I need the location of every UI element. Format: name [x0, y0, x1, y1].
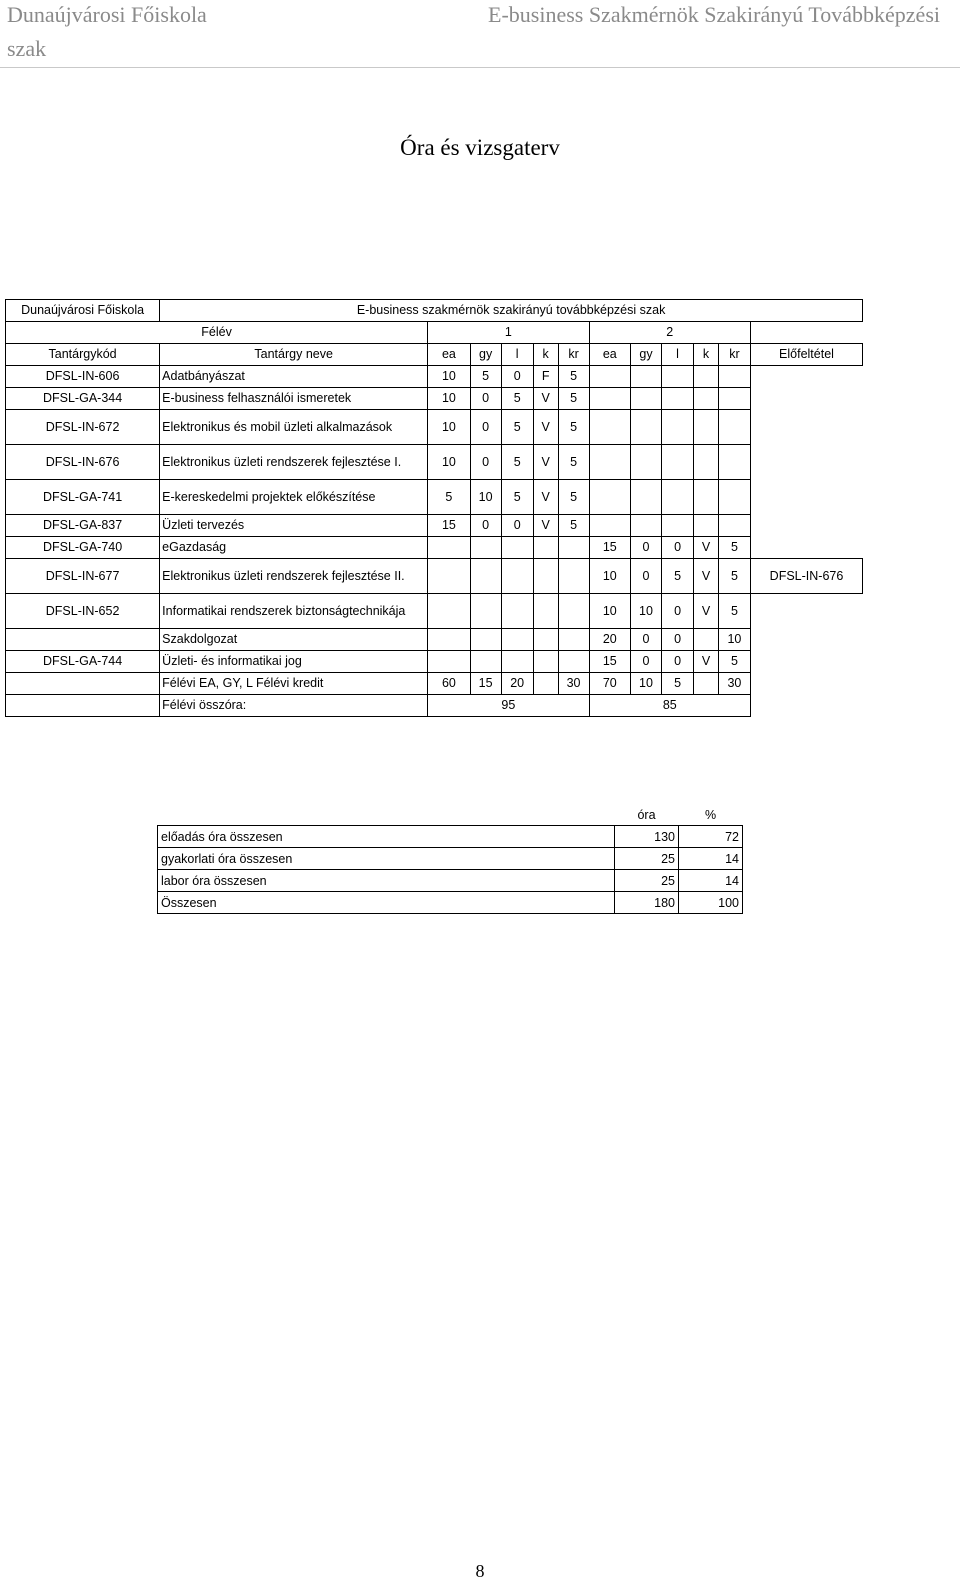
s2-ea-value: 20	[589, 629, 630, 651]
s2-kr-value	[718, 388, 750, 410]
s2-gy-value	[630, 515, 661, 537]
s1-total-kr: 30	[558, 673, 589, 695]
s1-k-value: V	[533, 445, 558, 480]
s2-gy-value: 0	[630, 537, 661, 559]
s1-kr-value: 5	[558, 515, 589, 537]
course-row	[6, 445, 863, 480]
s1-l-value: 5	[501, 480, 533, 515]
semester-hours-row	[6, 695, 863, 717]
header-program-continued: szak	[7, 36, 47, 61]
course-plan-table	[5, 299, 863, 717]
s1-kr-header: kr	[558, 344, 589, 366]
prerequisite-value	[750, 445, 862, 480]
s2-k-value: V	[694, 651, 719, 673]
page-number: 8	[475, 1561, 485, 1581]
s1-l-value	[501, 651, 533, 673]
totals-label: Félévi EA, GY, L Félévi kredit	[160, 673, 428, 695]
s2-ea-value: 10	[589, 559, 630, 594]
totals-row	[6, 673, 863, 695]
empty-cell	[750, 322, 862, 344]
s2-total-l: 5	[662, 673, 694, 695]
s2-k-header: k	[694, 344, 719, 366]
s2-k-value	[694, 388, 719, 410]
prerequisite-value	[750, 629, 862, 651]
s1-ea-value: 15	[428, 515, 470, 537]
s1-l-value	[501, 629, 533, 651]
s1-kr-value	[558, 651, 589, 673]
course-code: DFSL-IN-606	[6, 366, 160, 388]
s2-gy-value	[630, 410, 661, 445]
s1-l-value: 5	[501, 445, 533, 480]
s2-l-value	[662, 480, 694, 515]
course-code: DFSL-GA-744	[6, 651, 160, 673]
course-code: DFSL-GA-837	[6, 515, 160, 537]
summary-percent: 72	[679, 826, 743, 848]
summary-label: előadás óra összesen	[158, 826, 615, 848]
s1-l-value: 0	[501, 366, 533, 388]
s1-ea-header: ea	[428, 344, 470, 366]
s2-kr-value: 5	[718, 651, 750, 673]
s2-gy-value	[630, 366, 661, 388]
s2-kr-value	[718, 515, 750, 537]
course-row	[6, 480, 863, 515]
s2-kr-value: 10	[718, 629, 750, 651]
s2-gy-value: 10	[630, 594, 661, 629]
s2-ea-value	[589, 388, 630, 410]
summary-percent: 14	[679, 848, 743, 870]
s1-kr-value	[558, 559, 589, 594]
s2-gy-header: gy	[630, 344, 661, 366]
summary-hours: 25	[615, 870, 679, 892]
course-row	[6, 410, 863, 445]
course-name: Üzleti tervezés	[160, 515, 428, 537]
s2-k-value	[694, 480, 719, 515]
empty-cell	[6, 695, 160, 717]
s2-l-value	[662, 410, 694, 445]
course-row	[6, 515, 863, 537]
s2-gy-value: 0	[630, 651, 661, 673]
summary-row	[158, 870, 743, 892]
s2-l-value: 0	[662, 537, 694, 559]
s1-semester-hours: 95	[428, 695, 589, 717]
course-row	[6, 537, 863, 559]
s2-kr-value	[718, 445, 750, 480]
course-row	[6, 559, 863, 594]
s1-ea-value: 10	[428, 366, 470, 388]
s1-l-value: 0	[501, 515, 533, 537]
s1-kr-value: 5	[558, 410, 589, 445]
summary-label: gyakorlati óra összesen	[158, 848, 615, 870]
s1-kr-value: 5	[558, 445, 589, 480]
s2-l-value: 0	[662, 629, 694, 651]
s1-gy-value	[470, 559, 501, 594]
s1-gy-value	[470, 651, 501, 673]
empty-cell	[750, 695, 862, 717]
s1-k-value: V	[533, 388, 558, 410]
s1-l-header: l	[501, 344, 533, 366]
course-name: Elektronikus és mobil üzleti alkalmazások	[160, 410, 428, 445]
course-name: Üzleti- és informatikai jog	[160, 651, 428, 673]
s2-l-value: 5	[662, 559, 694, 594]
s1-ea-value	[428, 629, 470, 651]
s1-gy-value: 0	[470, 388, 501, 410]
s1-ea-value: 5	[428, 480, 470, 515]
header-institution: Dunaújvárosi Főiskola	[7, 2, 207, 27]
s2-l-value	[662, 515, 694, 537]
s1-l-value	[501, 537, 533, 559]
semester-2-header: 2	[589, 322, 750, 344]
course-code: DFSL-IN-672	[6, 410, 160, 445]
s2-total-k	[694, 673, 719, 695]
summary-row	[158, 826, 743, 848]
s1-gy-value	[470, 594, 501, 629]
s1-gy-value: 5	[470, 366, 501, 388]
course-name: E-business felhasználói ismeretek	[160, 388, 428, 410]
page-title: Óra és vizsgaterv	[400, 135, 560, 160]
s1-kr-value: 5	[558, 388, 589, 410]
s1-ea-value	[428, 594, 470, 629]
s1-k-value: F	[533, 366, 558, 388]
course-code: DFSL-IN-652	[6, 594, 160, 629]
s1-k-value	[533, 651, 558, 673]
summary-row	[158, 848, 743, 870]
s2-l-value	[662, 366, 694, 388]
s2-ea-value	[589, 480, 630, 515]
s1-l-value	[501, 559, 533, 594]
s2-kr-value	[718, 480, 750, 515]
prerequisite-value	[750, 366, 862, 388]
course-code: DFSL-GA-741	[6, 480, 160, 515]
course-name: Adatbányászat	[160, 366, 428, 388]
institution-cell: Dunaújvárosi Főiskola	[6, 300, 160, 322]
s2-k-value	[694, 515, 719, 537]
prerequisite-value	[750, 594, 862, 629]
course-code: DFSL-GA-344	[6, 388, 160, 410]
s1-ea-value: 10	[428, 410, 470, 445]
s1-gy-value	[470, 629, 501, 651]
course-row	[6, 594, 863, 629]
s2-kr-value: 5	[718, 537, 750, 559]
s2-gy-value	[630, 445, 661, 480]
s1-total-l: 20	[501, 673, 533, 695]
s2-kr-value	[718, 410, 750, 445]
prerequisite-value	[750, 480, 862, 515]
s2-ea-value	[589, 410, 630, 445]
course-name-header: Tantárgy neve	[160, 344, 428, 366]
s2-l-value	[662, 388, 694, 410]
s2-k-value	[694, 410, 719, 445]
s2-k-value	[694, 445, 719, 480]
semester-hours-label: Félévi összóra:	[160, 695, 428, 717]
s2-kr-value	[718, 366, 750, 388]
s2-ea-value: 10	[589, 594, 630, 629]
s1-kr-value	[558, 594, 589, 629]
s1-ea-value: 10	[428, 388, 470, 410]
s1-kr-value	[558, 629, 589, 651]
s1-gy-header: gy	[470, 344, 501, 366]
semester-label: Félév	[6, 322, 428, 344]
prerequisite-value	[750, 388, 862, 410]
course-code: DFSL-GA-740	[6, 537, 160, 559]
empty-cell	[750, 673, 862, 695]
course-code: DFSL-IN-676	[6, 445, 160, 480]
s1-kr-value: 5	[558, 366, 589, 388]
s1-k-value: V	[533, 480, 558, 515]
course-name: E-kereskedelmi projektek előkészítése	[160, 480, 428, 515]
s2-k-value: V	[694, 559, 719, 594]
s2-gy-value	[630, 388, 661, 410]
course-name: Elektronikus üzleti rendszerek fejlesztése I.	[160, 445, 428, 480]
summary-hours: 25	[615, 848, 679, 870]
s2-k-value: V	[694, 594, 719, 629]
s1-k-value	[533, 559, 558, 594]
prerequisite-value: DFSL-IN-676	[750, 559, 862, 594]
prerequisite-value	[750, 537, 862, 559]
empty-cell	[158, 804, 615, 826]
course-row	[6, 388, 863, 410]
s2-k-value	[694, 629, 719, 651]
s2-total-kr: 30	[718, 673, 750, 695]
summary-label: labor óra összesen	[158, 870, 615, 892]
s1-gy-value: 0	[470, 410, 501, 445]
s1-total-gy: 15	[470, 673, 501, 695]
s2-semester-hours: 85	[589, 695, 750, 717]
percent-header: %	[704, 807, 717, 822]
hours-header: óra	[637, 807, 656, 822]
s2-kr-value: 5	[718, 594, 750, 629]
s2-ea-value: 15	[589, 651, 630, 673]
s2-gy-value: 0	[630, 629, 661, 651]
s2-l-value	[662, 445, 694, 480]
s2-kr-value: 5	[718, 559, 750, 594]
course-row	[6, 629, 863, 651]
s1-ea-value	[428, 537, 470, 559]
course-code-header: Tantárgykód	[6, 344, 160, 366]
s1-k-value	[533, 594, 558, 629]
summary-label: Összesen	[158, 892, 615, 914]
course-code: DFSL-IN-677	[6, 559, 160, 594]
s2-ea-value	[589, 445, 630, 480]
s2-k-value: V	[694, 537, 719, 559]
s2-gy-value	[630, 480, 661, 515]
s2-total-gy: 10	[630, 673, 661, 695]
s2-l-value: 0	[662, 651, 694, 673]
summary-hours: 180	[615, 892, 679, 914]
s1-l-value	[501, 594, 533, 629]
summary-percent: 14	[679, 870, 743, 892]
course-name: eGazdaság	[160, 537, 428, 559]
s1-gy-value	[470, 537, 501, 559]
summary-percent: 100	[679, 892, 743, 914]
s1-l-value: 5	[501, 410, 533, 445]
s2-kr-header: kr	[718, 344, 750, 366]
s2-ea-header: ea	[589, 344, 630, 366]
course-code	[6, 629, 160, 651]
s2-k-value	[694, 366, 719, 388]
s2-ea-value: 15	[589, 537, 630, 559]
s1-kr-value	[558, 537, 589, 559]
s1-gy-value: 10	[470, 480, 501, 515]
s2-l-header: l	[662, 344, 694, 366]
s2-gy-value: 0	[630, 559, 661, 594]
header-program: E-business Szakmérnök Szakirányú Továbbképzési	[488, 2, 940, 27]
prerequisite-value	[750, 651, 862, 673]
s1-k-value	[533, 629, 558, 651]
s1-k-value	[533, 537, 558, 559]
s2-ea-value	[589, 366, 630, 388]
prerequisite-value	[750, 515, 862, 537]
s2-l-value: 0	[662, 594, 694, 629]
s1-k-value: V	[533, 410, 558, 445]
s1-gy-value: 0	[470, 445, 501, 480]
s2-ea-value	[589, 515, 630, 537]
s1-ea-value: 10	[428, 445, 470, 480]
summary-row	[158, 892, 743, 914]
header-divider	[0, 67, 960, 68]
prerequisite-value	[750, 410, 862, 445]
program-cell: E-business szakmérnök szakirányú továbbképzési szak	[160, 300, 863, 322]
course-row	[6, 366, 863, 388]
s1-gy-value: 0	[470, 515, 501, 537]
course-row	[6, 651, 863, 673]
s1-total-ea: 60	[428, 673, 470, 695]
hours-summary-table	[157, 804, 743, 914]
s1-k-value: V	[533, 515, 558, 537]
s1-total-k	[533, 673, 558, 695]
semester-1-header: 1	[428, 322, 589, 344]
s1-ea-value	[428, 651, 470, 673]
summary-hours: 130	[615, 826, 679, 848]
course-name: Informatikai rendszerek biztonságtechnikája	[160, 594, 428, 629]
empty-cell	[6, 673, 160, 695]
s2-total-ea: 70	[589, 673, 630, 695]
s1-ea-value	[428, 559, 470, 594]
course-name: Elektronikus üzleti rendszerek fejlesztése II.	[160, 559, 428, 594]
s1-l-value: 5	[501, 388, 533, 410]
course-name: Szakdolgozat	[160, 629, 428, 651]
s1-k-header: k	[533, 344, 558, 366]
s1-kr-value: 5	[558, 480, 589, 515]
prerequisite-header: Előfeltétel	[750, 344, 862, 366]
